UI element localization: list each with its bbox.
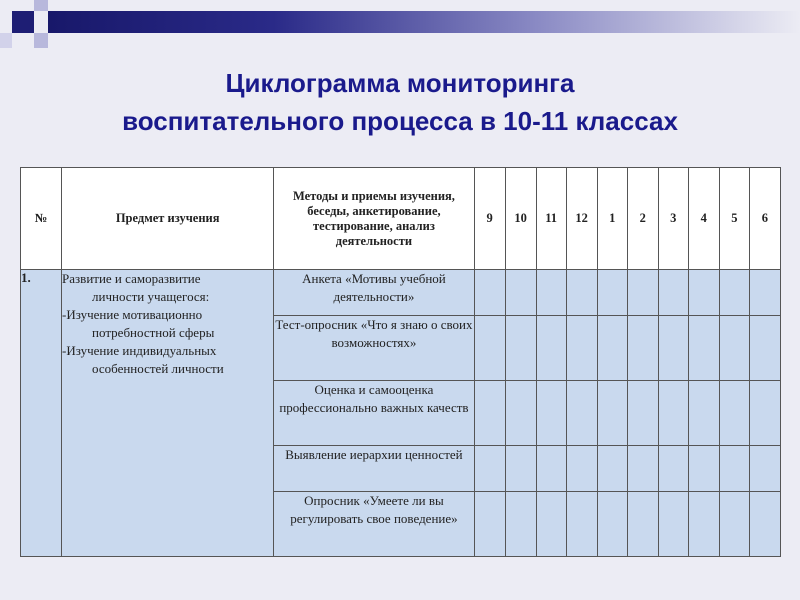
subject-line: потребностной сферы	[92, 325, 215, 340]
month-cell	[566, 381, 597, 446]
month-cell	[658, 270, 688, 316]
month-cell	[688, 270, 719, 316]
month-cell	[536, 446, 566, 492]
header-gradient-bar	[48, 11, 800, 33]
header-row	[21, 168, 781, 270]
month-cell	[627, 381, 658, 446]
month-cell	[536, 492, 566, 557]
month-cell	[719, 381, 749, 446]
table-row	[21, 270, 781, 316]
month-cell	[658, 446, 688, 492]
header-month: 10	[505, 168, 536, 270]
month-cell	[719, 446, 749, 492]
month-cell	[505, 381, 536, 446]
month-cell	[597, 270, 627, 316]
month-cell	[566, 270, 597, 316]
decor-square	[34, 33, 48, 48]
month-cell	[536, 381, 566, 446]
header-subject: Предмет изучения	[62, 168, 274, 270]
month-cell	[505, 492, 536, 557]
month-cell	[688, 446, 719, 492]
method-cell: Опросник «Умеете ли вы регулировать свое поведение»	[274, 492, 474, 557]
header-month: 6	[749, 168, 780, 270]
header-month: 12	[566, 168, 597, 270]
month-cell	[566, 492, 597, 557]
header-month: 4	[688, 168, 719, 270]
subject-cell	[62, 270, 274, 557]
month-cell	[627, 492, 658, 557]
method-cell: Оценка и самооценка профессионально важных качеств	[274, 381, 474, 446]
month-cell	[749, 316, 780, 381]
header-month: 3	[658, 168, 688, 270]
month-cell	[474, 270, 505, 316]
month-cell	[719, 492, 749, 557]
month-cell	[688, 492, 719, 557]
title-line-1: Циклограмма мониторинга	[225, 68, 575, 98]
subject-line: -Изучение индивидуальных	[62, 343, 217, 358]
month-cell	[658, 492, 688, 557]
month-cell	[658, 381, 688, 446]
month-cell	[474, 316, 505, 381]
month-cell	[627, 446, 658, 492]
month-cell	[627, 316, 658, 381]
header-methods: Методы и приемы изучения, беседы, анкетирование, тестирование, анализ деятельности	[274, 168, 474, 270]
row-number: 1.	[21, 270, 62, 557]
subject-line: -Изучение мотивационно	[62, 307, 203, 322]
header-month: 2	[627, 168, 658, 270]
month-cell	[719, 316, 749, 381]
page-title	[0, 64, 800, 140]
month-cell	[688, 381, 719, 446]
header-num: №	[21, 168, 62, 270]
month-cell	[597, 381, 627, 446]
header-month: 5	[719, 168, 749, 270]
method-cell: Анкета «Мотивы учебной деятельности»	[274, 270, 474, 316]
month-cell	[688, 316, 719, 381]
month-cell	[749, 446, 780, 492]
month-cell	[505, 270, 536, 316]
header-month: 9	[474, 168, 505, 270]
month-cell	[474, 381, 505, 446]
decor-square	[0, 33, 12, 48]
month-cell	[749, 381, 780, 446]
monitoring-table	[20, 167, 781, 557]
month-cell	[505, 316, 536, 381]
month-cell	[597, 492, 627, 557]
subject-line: личности учащегося:	[92, 289, 210, 304]
month-cell	[658, 316, 688, 381]
subject-line: Развитие и саморазвитие	[62, 271, 201, 286]
month-cell	[505, 446, 536, 492]
month-cell	[474, 446, 505, 492]
method-cell: Выявление иерархии ценностей	[274, 446, 474, 492]
header-month: 11	[536, 168, 566, 270]
month-cell	[474, 492, 505, 557]
month-cell	[719, 270, 749, 316]
month-cell	[749, 270, 780, 316]
decor-square	[34, 0, 48, 11]
method-cell: Тест-опросник «Что я знаю о своих возможностях»	[274, 316, 474, 381]
decor-square	[12, 11, 34, 33]
subject-line: особенностей личности	[92, 361, 224, 376]
header-month: 1	[597, 168, 627, 270]
month-cell	[566, 446, 597, 492]
month-cell	[749, 492, 780, 557]
month-cell	[597, 446, 627, 492]
title-line-2: воспитательного процесса в 10-11 классах	[122, 106, 678, 136]
month-cell	[536, 316, 566, 381]
month-cell	[566, 316, 597, 381]
month-cell	[627, 270, 658, 316]
month-cell	[597, 316, 627, 381]
month-cell	[536, 270, 566, 316]
header-decoration	[0, 0, 800, 48]
